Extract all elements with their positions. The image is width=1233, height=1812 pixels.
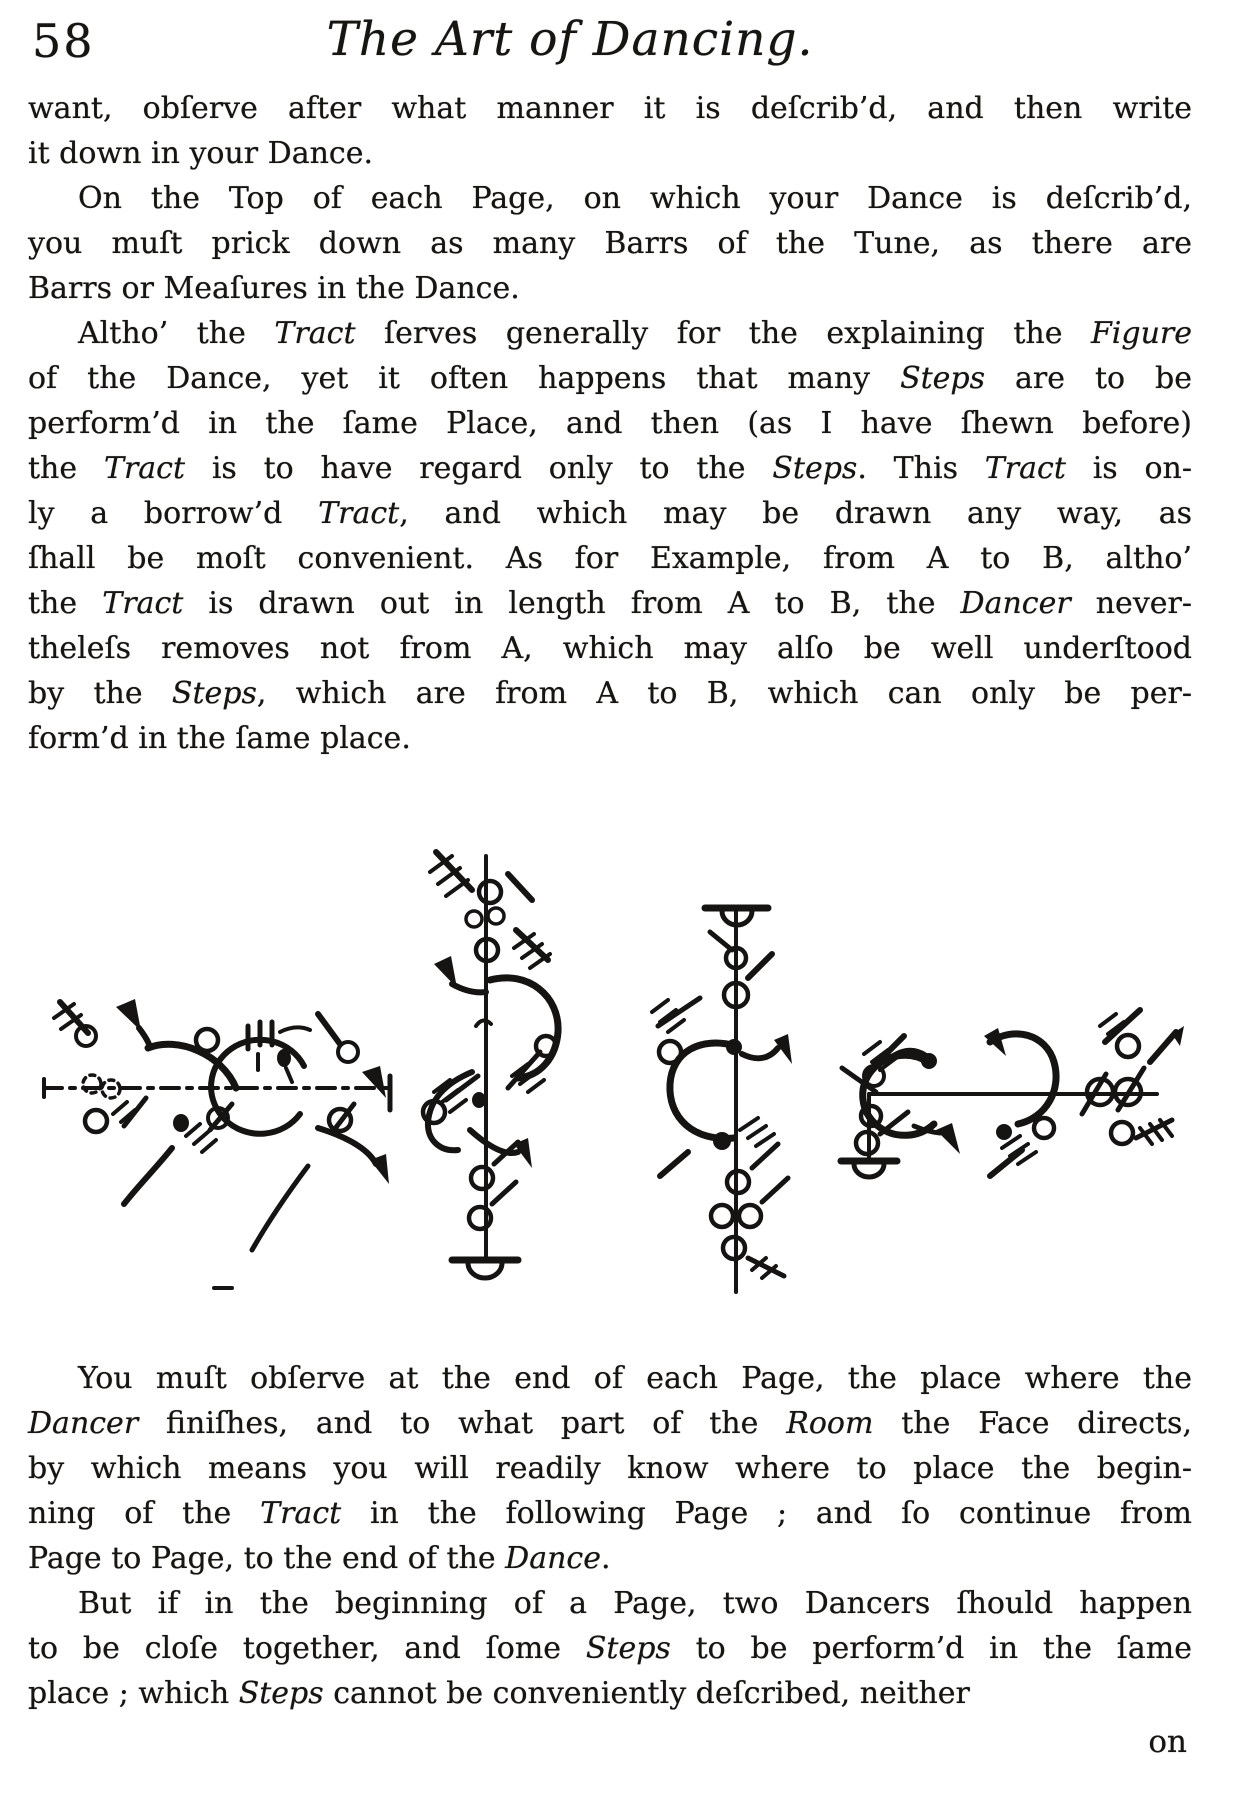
text-segment: want, obſerve after what manner it is deſcrib’d, and then write bbox=[28, 91, 1192, 126]
italic-text: Tract bbox=[984, 451, 1066, 486]
text-segment: But if in the beginning of a Page, two Dancers ſhould happen bbox=[78, 1586, 1192, 1621]
text-line bbox=[28, 1446, 1192, 1491]
text-segment: you muſt prick down as many Barrs of the Tune, as there are bbox=[28, 226, 1192, 261]
text-line bbox=[28, 446, 1192, 491]
page-title: The Art of Dancing. bbox=[326, 12, 814, 67]
text-line bbox=[28, 1536, 1192, 1581]
catchword: on bbox=[1148, 1724, 1187, 1760]
text-segment: , and which may be drawn any way, as bbox=[399, 496, 1193, 531]
italic-text: Dancer bbox=[28, 1406, 139, 1441]
italic-text: Figure bbox=[1090, 316, 1193, 351]
paragraph bbox=[28, 1581, 1192, 1716]
tract-cluster-d bbox=[652, 908, 792, 1292]
text-segment: is to have regard only to the bbox=[185, 451, 773, 486]
italic-text: Steps bbox=[238, 1676, 324, 1711]
italic-text: Dancer bbox=[960, 586, 1071, 621]
text-line bbox=[28, 1671, 1192, 1716]
page-number: 58 bbox=[32, 14, 95, 68]
text-line bbox=[28, 311, 1192, 356]
text-line bbox=[28, 86, 1192, 131]
text-segment: of the Dance, yet it often happens that many bbox=[28, 361, 901, 396]
text-segment: ly a borrow’d bbox=[28, 496, 319, 531]
text-line bbox=[28, 671, 1192, 716]
italic-text: Room bbox=[786, 1406, 874, 1441]
dance-notation-figure bbox=[0, 830, 1233, 1300]
text-line bbox=[28, 131, 1192, 176]
body-text-lower bbox=[28, 1356, 1192, 1716]
text-segment: theleſs removes not from A, which may alſo be well underſtood bbox=[28, 631, 1192, 666]
text-segment: , which are from A to B, which can only be per- bbox=[256, 676, 1192, 711]
italic-text: Tract bbox=[260, 1496, 342, 1531]
text-segment: in the following Page ; and ſo continue from bbox=[341, 1496, 1192, 1531]
text-segment: ſerves generally for the explaining the bbox=[355, 316, 1091, 351]
italic-text: Tract bbox=[103, 451, 186, 486]
text-segment: Barrs or Meaſures in the Dance. bbox=[28, 271, 520, 306]
text-line bbox=[28, 266, 1192, 311]
text-line bbox=[28, 626, 1192, 671]
text-segment: ning of the bbox=[28, 1496, 261, 1531]
italic-text: Dance bbox=[505, 1541, 601, 1576]
text-segment: form’d in the ſame place. bbox=[28, 721, 411, 756]
text-line bbox=[28, 176, 1192, 221]
text-segment: ſhall be moſt convenient. As for Example, from A to B, altho’ bbox=[28, 541, 1192, 576]
paragraph bbox=[28, 86, 1192, 176]
text-segment: to be cloſe together, and ſome bbox=[28, 1631, 586, 1666]
text-segment: by the bbox=[28, 676, 172, 711]
body-text-upper bbox=[28, 86, 1192, 761]
text-line bbox=[28, 1356, 1192, 1401]
italic-text: Steps bbox=[900, 361, 986, 396]
text-segment: by which means you will readily know where to place the begin- bbox=[28, 1451, 1192, 1486]
text-segment: the bbox=[28, 586, 103, 621]
text-line bbox=[28, 581, 1192, 626]
text-line bbox=[28, 356, 1192, 401]
text-line bbox=[28, 716, 1192, 761]
text-segment: are to be bbox=[985, 361, 1192, 396]
text-line bbox=[28, 491, 1192, 536]
tract-cluster-b bbox=[196, 1014, 390, 1250]
text-line bbox=[28, 1491, 1192, 1536]
italic-text: Tract bbox=[318, 496, 400, 531]
italic-text: Tract bbox=[274, 316, 356, 351]
text-segment: perform’d in the ſame Place, and then (as I have ſhewn before) bbox=[28, 406, 1192, 441]
text-segment: Altho’ the bbox=[78, 316, 275, 351]
text-segment: the Face directs, bbox=[873, 1406, 1192, 1441]
text-segment: is on- bbox=[1065, 451, 1192, 486]
text-segment: place ; which bbox=[28, 1676, 239, 1711]
text-line bbox=[28, 221, 1192, 266]
italic-text: Steps bbox=[772, 451, 858, 486]
paragraph bbox=[28, 311, 1192, 761]
italic-text: Steps bbox=[171, 676, 257, 711]
text-segment: . This bbox=[857, 451, 985, 486]
italic-text: Steps bbox=[585, 1631, 671, 1666]
text-line bbox=[28, 401, 1192, 446]
text-segment: the bbox=[28, 451, 104, 486]
italic-text: Tract bbox=[102, 586, 184, 621]
paragraph bbox=[28, 176, 1192, 311]
text-line bbox=[28, 1581, 1192, 1626]
text-segment: finiſhes, and to what part of the bbox=[138, 1406, 787, 1441]
text-segment: never- bbox=[1070, 586, 1192, 621]
text-segment: On the Top of each Page, on which your Dance is deſcrib’d, bbox=[78, 181, 1192, 216]
text-segment: cannot be conveniently deſcribed, neither bbox=[323, 1676, 970, 1711]
text-segment: it down in your Dance. bbox=[28, 136, 373, 171]
text-segment: Page to Page, to the end of the bbox=[28, 1541, 506, 1576]
text-line bbox=[28, 1626, 1192, 1671]
text-line bbox=[28, 536, 1192, 581]
tract-cluster-c bbox=[423, 852, 558, 1278]
text-line bbox=[28, 1401, 1192, 1446]
paragraph bbox=[28, 1356, 1192, 1581]
text-segment: You muſt obſerve at the end of each Page, the place where the bbox=[78, 1361, 1192, 1396]
text-segment: to be perform’d in the ſame bbox=[670, 1631, 1192, 1666]
text-segment: . bbox=[600, 1541, 611, 1576]
tract-cluster-e bbox=[841, 1010, 1184, 1177]
text-segment: is drawn out in length from A to B, the bbox=[183, 586, 961, 621]
